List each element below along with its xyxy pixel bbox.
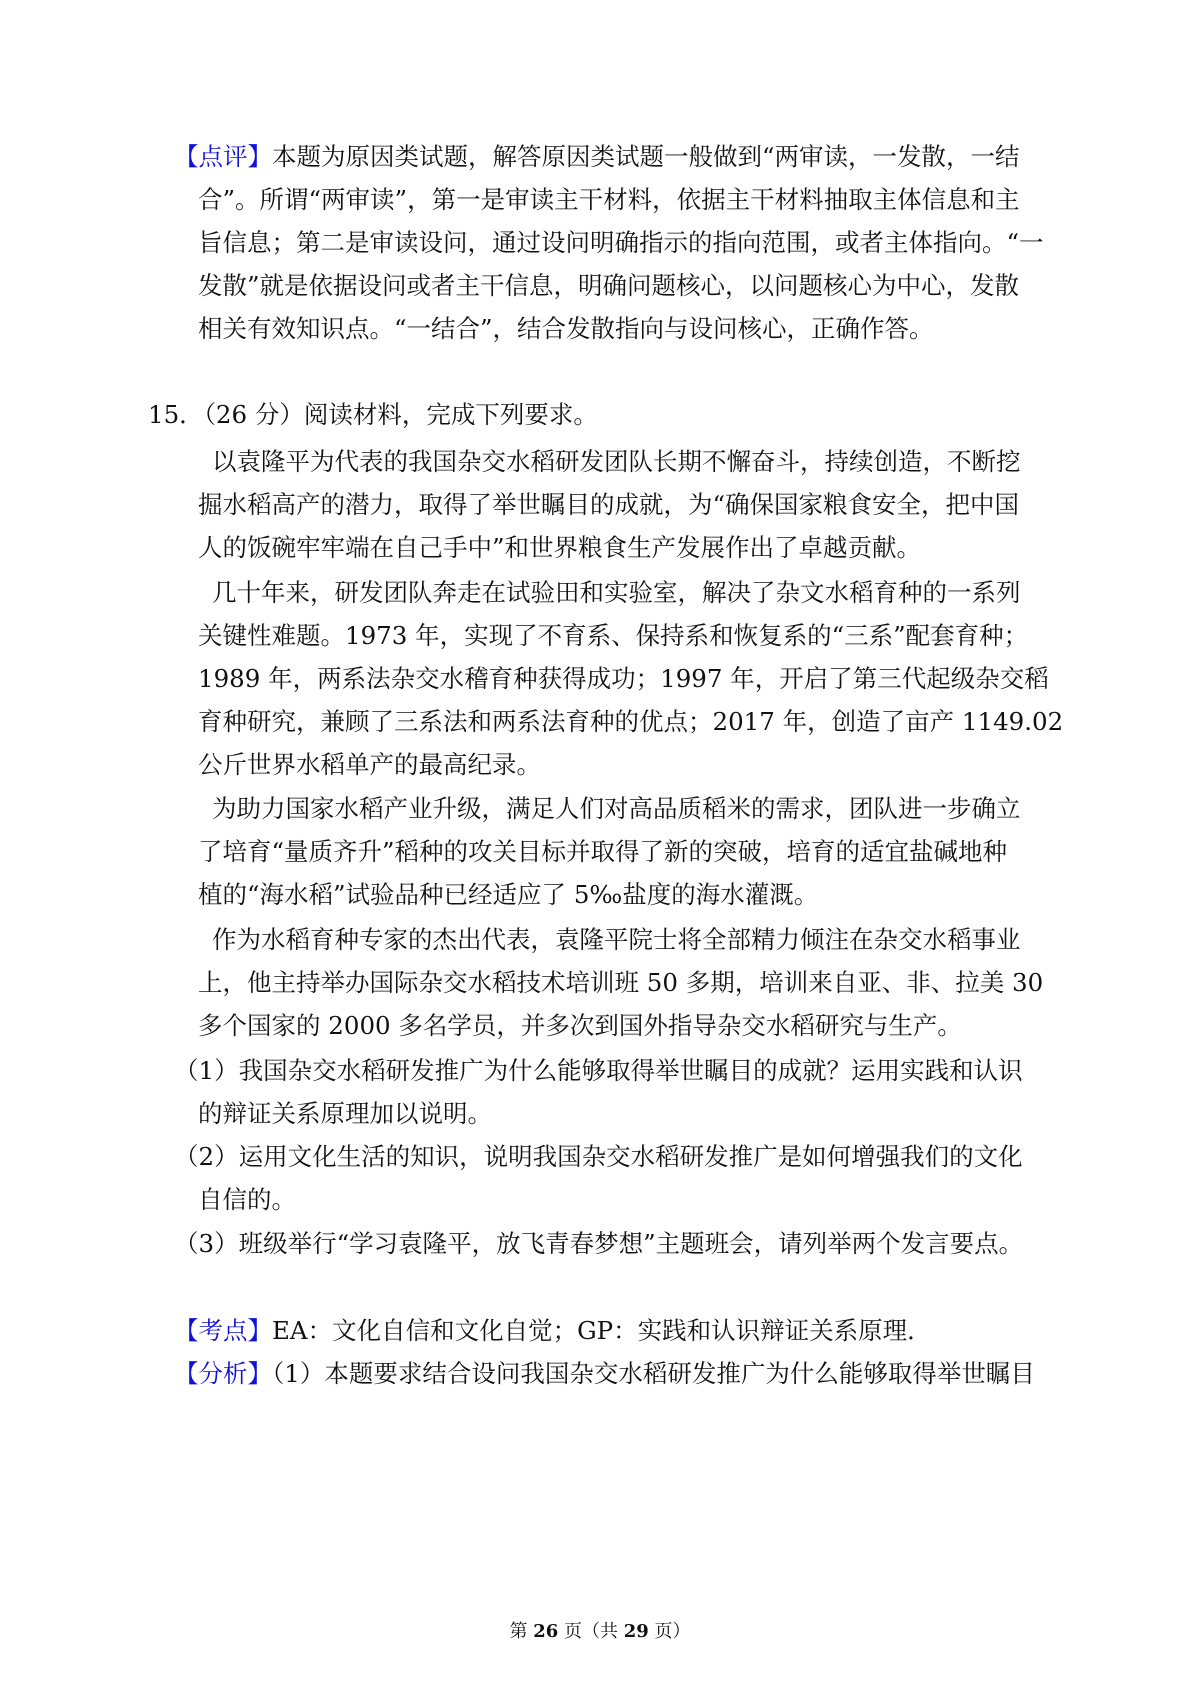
material-p1-line-3: 人的饭碗牢牢端在自己手中”和世界粮食生产发展作出了卓越贡献。: [198, 533, 922, 562]
kaodian-tag: 【考点】: [174, 1316, 272, 1345]
subquestion-1-line-1: （1）我国杂交水稻研发推广为什么能够取得举世瞩目的成就？运用实践和认识: [174, 1056, 1023, 1085]
material-p3-line-2: 了培育“量质齐升”稻种的攻关目标并取得了新的突破，培育的适宜盐碱地种: [198, 837, 1008, 866]
fenxi-tag: 【分析】: [174, 1359, 272, 1388]
material-p3-line-1: 为助力国家水稻产业升级，满足人们对高品质稻米的需求，团队进一步确立: [212, 794, 1021, 823]
material-p4-line-1: 作为水稻育种专家的杰出代表，袁隆平院士将全部精力倾注在杂交水稻事业: [212, 925, 1021, 954]
material-p2-line-2: 关键性难题。1973 年，实现了不育系、保持系和恢复系的“三系”配套育种；: [198, 621, 1029, 650]
page-total: 29: [623, 1621, 649, 1642]
material-p4-line-2: 上，他主持举办国际杂交水稻技术培训班 50 多期，培训来自亚、非、拉美 30: [198, 968, 1044, 997]
material-p2-line-3: 1989 年，两系法杂交水稽育种获得成功；1997 年，开启了第三代起级杂交稻: [198, 664, 1049, 693]
page-number: 26: [533, 1621, 559, 1642]
material-p2-line-1: 几十年来，研发团队奔走在试验田和实验室，解决了杂文水稻育种的一系列: [212, 578, 1021, 607]
material-p2-line-4: 育种研究，兼顾了三系法和两系法育种的优点；2017 年，创造了亩产 1149.02: [198, 707, 1064, 736]
review-line-1: 【点评】本题为原因类试题，解答原因类试题一般做到“两审读，一发散，一结: [174, 142, 1020, 171]
question-number: 15．: [148, 400, 204, 429]
material-p1-line-1: 以袁隆平为代表的我国杂交水稻研发团队长期不懈奋斗，持续创造，不断挖: [212, 447, 1021, 476]
subquestion-1-line-2: 的辩证关系原理加以说明。: [198, 1099, 492, 1128]
material-p2-line-5: 公斤世界水稻单产的最高纪录。: [198, 750, 541, 779]
subquestion-2-line-2: 自信的。: [198, 1185, 296, 1214]
review-line-3: 旨信息；第二是审读设问，通过设问明确指示的指向范围，或者主体指向。“一: [198, 228, 1044, 257]
review-line-4: 发散”就是依据设问或者主干信息，明确问题核心，以问题核心为中心，发散: [198, 271, 1020, 300]
kaodian-line: 【考点】EA：文化自信和文化自觉；GP：实践和认识辩证关系原理．: [174, 1316, 932, 1345]
material-p4-line-3: 多个国家的 2000 多名学员，并多次到国外指导杂交水稻研究与生产。: [198, 1011, 962, 1040]
subquestion-2-line-1: （2）运用文化生活的知识，说明我国杂交水稻研发推广是如何增强我们的文化: [174, 1142, 1023, 1171]
fenxi-line: 【分析】（1）本题要求结合设问我国杂交水稻研发推广为什么能够取得举世瞩目: [174, 1359, 1035, 1388]
review-line-5: 相关有效知识点。“一结合”，结合发散指向与设问核心，正确作答。: [198, 314, 934, 343]
material-p3-line-3: 植的“海水稻”试验品种已经适应了 5‰盐度的海水灌溉。: [198, 880, 819, 909]
page-footer: 第 26 页（共 29 页）: [509, 1621, 691, 1642]
question-heading: 15．（26 分）阅读材料，完成下列要求。: [148, 400, 598, 429]
review-tag: 【点评】: [174, 142, 272, 171]
review-line-2: 合”。所谓“两审读”，第一是审读主干材料，依据主干材料抽取主体信息和主: [198, 185, 1020, 214]
material-p1-line-2: 掘水稻高产的潜力，取得了举世瞩目的成就，为“确保国家粮食安全，把中国: [198, 490, 1020, 519]
subquestion-3-line-1: （3）班级举行“学习袁隆平，放飞青春梦想”主题班会，请列举两个发言要点。: [174, 1229, 1024, 1258]
